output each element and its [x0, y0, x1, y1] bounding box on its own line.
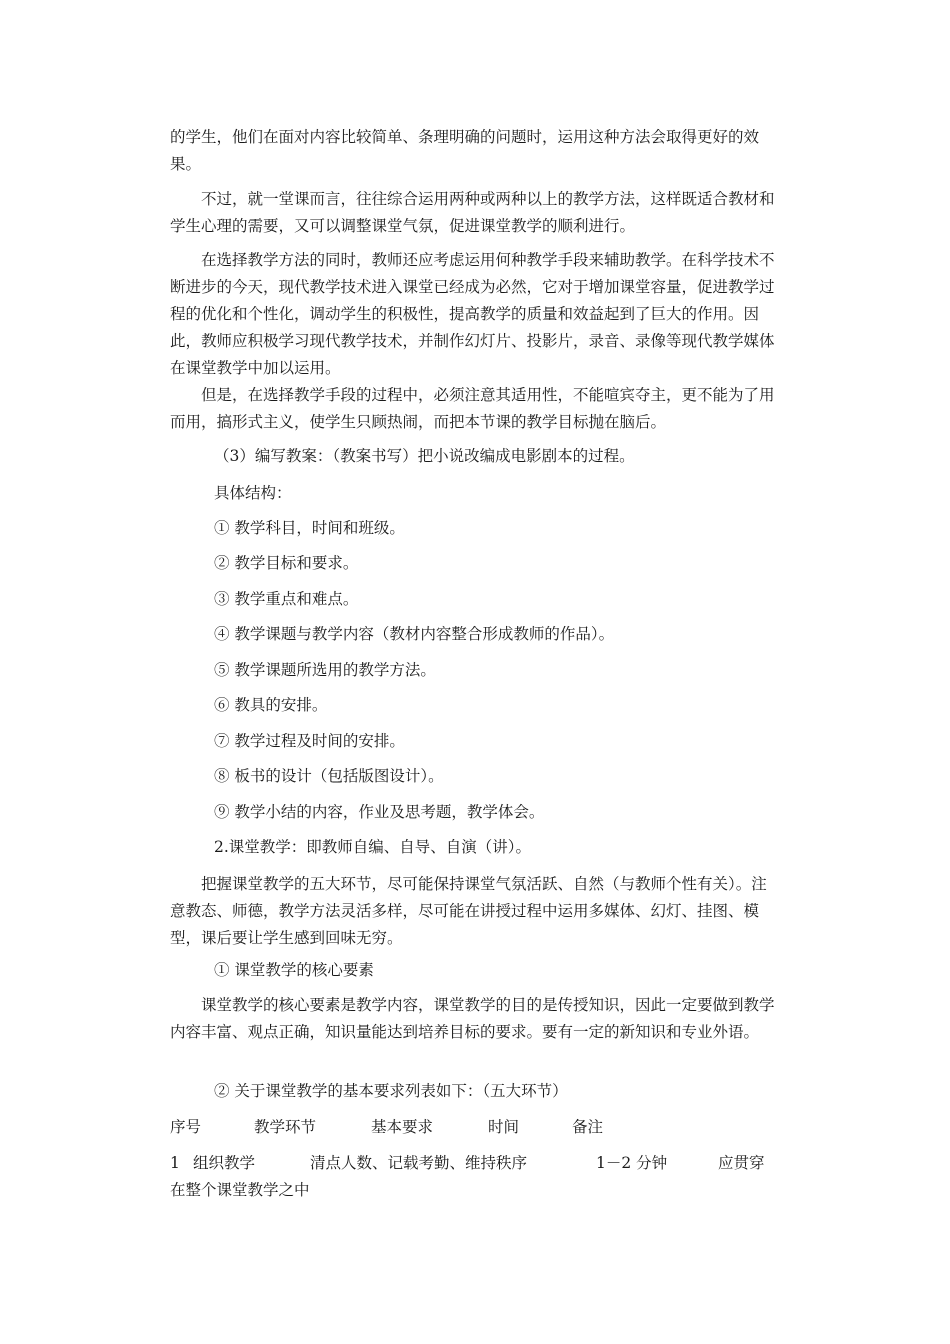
paragraph-combined-methods: 不过，就一堂课而言，往往综合运用两种或两种以上的教学方法，这样既适合教材和学生心理的需要，又可以调整课堂气氛，促进课堂教学的顺利进行。	[170, 190, 775, 235]
structure-item: ④ 教学课题与教学内容（教材内容整合形成教师的作品）。	[214, 625, 615, 643]
table-header-requirement: 基本要求	[371, 1118, 434, 1136]
table-cell-stage: 组织教学	[193, 1154, 256, 1172]
paragraph-core-elements: 课堂教学的核心要素是教学内容，课堂教学的目的是传授知识，因此一定要做到教学内容丰富、观点正确，知识量能达到培养目标的要求。要有一定的新知识和专业外语。	[170, 996, 775, 1041]
paragraph-core-elements-heading: ① 课堂教学的核心要素	[214, 961, 374, 979]
structure-item: ⑧ 板书的设计（包括版图设计）。	[214, 767, 444, 785]
structure-item: ① 教学科目，时间和班级。	[214, 519, 405, 537]
table-header-time: 时间	[488, 1118, 520, 1136]
paragraph-classroom-teaching: 2.课堂教学：即教师自编、自导、自演（讲）。	[214, 838, 532, 856]
structure-item: ⑥ 教具的安排。	[214, 696, 328, 714]
table-cell-time: 1－2 分钟	[596, 1154, 668, 1172]
table-cell-note-continued: 在整个课堂教学之中	[170, 1181, 310, 1199]
paragraph-applicability: 但是，在选择教学手段的过程中，必须注意其适用性，不能喧宾夺主，更不能为了用而用，搞形式主义，使学生只顾热闹，而把本节课的教学目标抛在脑后。	[170, 386, 775, 431]
paragraph-lesson-plan: （3）编写教案：（教案书写）把小说改编成电影剧本的过程。	[214, 447, 635, 465]
paragraph-method-effect: 的学生，他们在面对内容比较简单、条理明确的问题时，运用这种方法会取得更好的效果。	[170, 128, 760, 173]
table-cell-requirement: 清点人数、记载考勤、维持秩序	[310, 1154, 528, 1172]
table-header-note: 备注	[572, 1118, 604, 1136]
structure-item: ⑨ 教学小结的内容，作业及思考题，教学体会。	[214, 803, 545, 821]
paragraph-basic-requirements: ② 关于课堂教学的基本要求列表如下：（五大环节）	[214, 1082, 568, 1100]
paragraph-structure-heading: 具体结构：	[214, 484, 292, 502]
table-cell-no: 1	[170, 1154, 180, 1172]
paragraph-five-stages: 把握课堂教学的五大环节，尽可能保持课堂气氛活跃、自然（与教师个性有关）。注意教态、师德，教学方法灵活多样，尽可能在讲授过程中运用多媒体、幻灯、挂图、模型，课后要让学生感到回味无穷。	[170, 875, 767, 947]
structure-item: ⑦ 教学过程及时间的安排。	[214, 732, 405, 750]
structure-item: ⑤ 教学课题所选用的教学方法。	[214, 661, 436, 679]
table-header-no: 序号	[170, 1118, 202, 1136]
paragraph-teaching-means: 在选择教学方法的同时，教师还应考虑运用何种教学手段来辅助教学。在科学技术不断进步的今天，现代教学技术进入课堂已经成为必然，它对于增加课堂容量，促进教学过程的优化和个性化，调动学生的积极性，提高教学的质量和效益起到了巨大的作用。因此，教师应积极学习现代教学技术，并制作幻灯片、投影片，录音、录像等现代教学媒体在课堂教学中加以运用。	[170, 251, 775, 377]
table-cell-note: 应贯穿	[718, 1154, 765, 1172]
table-header-stage: 教学环节	[254, 1118, 317, 1136]
structure-item: ③ 教学重点和难点。	[214, 590, 359, 608]
structure-item: ② 教学目标和要求。	[214, 554, 359, 572]
